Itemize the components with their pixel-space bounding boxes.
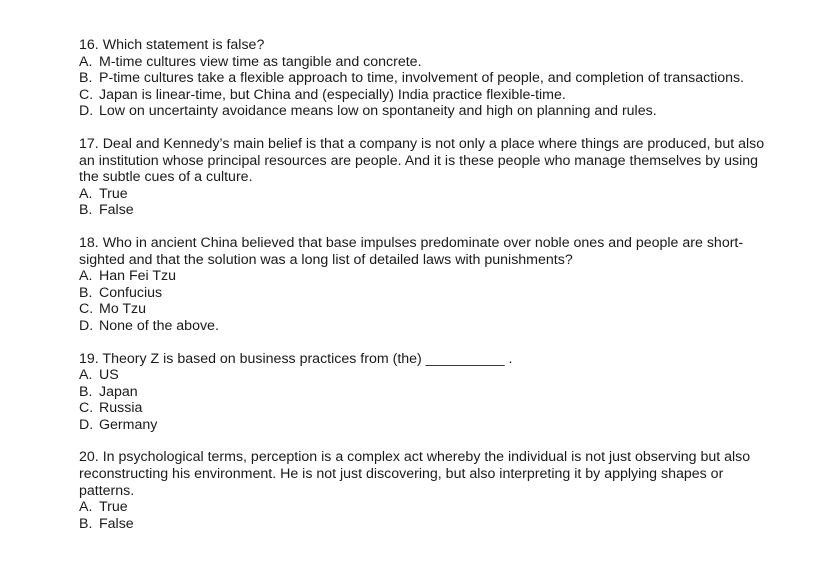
question-number: 19. xyxy=(79,350,99,367)
question-stem xyxy=(79,37,767,54)
question-stem xyxy=(79,449,767,499)
option-text: P-time cultures take a flexible approach to time, involvement of people, and completion of transactions. xyxy=(99,70,745,87)
answer-option xyxy=(79,301,767,318)
option-letter: D. xyxy=(79,103,94,120)
question-18 xyxy=(79,235,767,335)
question-stem xyxy=(79,235,767,268)
answer-option xyxy=(79,384,767,401)
question-text: Which statement is false? xyxy=(102,37,265,53)
answer-options xyxy=(79,367,767,433)
answer-options xyxy=(79,186,767,219)
option-letter: A. xyxy=(79,268,93,285)
answer-option xyxy=(79,268,767,285)
option-letter: B. xyxy=(79,70,93,87)
question-number: 16. xyxy=(79,37,99,53)
answer-option xyxy=(79,54,767,71)
answer-options xyxy=(79,54,767,120)
question-17 xyxy=(79,136,767,219)
option-letter: C. xyxy=(79,400,94,417)
answer-option xyxy=(79,87,767,104)
option-letter: A. xyxy=(79,367,93,384)
option-letter: B. xyxy=(79,515,93,532)
answer-options xyxy=(79,268,767,334)
answer-option xyxy=(79,103,767,120)
question-text: Theory Z is based on business practices from (the) __________ . xyxy=(102,350,513,367)
answer-option xyxy=(79,400,767,417)
option-text: True xyxy=(99,499,128,516)
option-text: Russia xyxy=(99,400,143,417)
answer-option xyxy=(79,516,767,533)
answer-option xyxy=(79,285,767,302)
answer-options xyxy=(79,499,767,532)
option-letter: D. xyxy=(79,317,94,334)
option-text: Han Fei Tzu xyxy=(99,268,177,285)
answer-option xyxy=(79,202,767,219)
option-text: M-time cultures view time as tangible and concrete. xyxy=(99,53,422,70)
question-number: 20. xyxy=(79,449,99,466)
question-text: In psychological terms, perception is a complex act whereby the individual is not just observing but also reconstructing his environment. He is not just discovering, but also interpreting it by applying shapes or patterns. xyxy=(79,449,751,499)
question-stem xyxy=(79,351,767,368)
option-text: False xyxy=(99,202,134,219)
option-letter: B. xyxy=(79,284,93,301)
question-number: 18. xyxy=(79,234,99,251)
answer-option xyxy=(79,499,767,516)
option-letter: D. xyxy=(79,416,94,433)
option-text: Germany xyxy=(99,416,158,433)
option-text: Mo Tzu xyxy=(99,301,147,318)
option-text: None of the above. xyxy=(99,317,219,334)
question-number: 17. xyxy=(79,135,99,152)
option-letter: B. xyxy=(79,202,93,219)
option-letter: B. xyxy=(79,383,93,400)
answer-option xyxy=(79,70,767,87)
question-stem xyxy=(79,136,767,186)
option-letter: A. xyxy=(79,499,93,516)
option-letter: C. xyxy=(79,86,94,103)
question-19 xyxy=(79,351,767,434)
option-text: Low on uncertainty avoidance means low on spontaneity and high on planning and rules. xyxy=(99,103,657,120)
option-text: False xyxy=(99,515,134,532)
question-text: Who in ancient China believed that base impulses predominate over noble ones and people are short-sighted and that the solution was a long list of detailed laws with punishments? xyxy=(79,234,744,268)
question-16 xyxy=(79,37,767,120)
option-text: Confucius xyxy=(99,284,163,301)
option-text: US xyxy=(99,367,119,384)
question-20 xyxy=(79,449,767,532)
question-text: Deal and Kennedy’s main belief is that a company is not only a place where things are produced, but also an institution whose principal resources are people. And it is these people who manage themselves by using the subtle cues of a culture. xyxy=(79,135,765,186)
option-letter: C. xyxy=(79,301,94,318)
option-text: Japan is linear-time, but China and (especially) India practice flexible-time. xyxy=(99,86,566,103)
option-text: True xyxy=(99,185,128,202)
answer-option xyxy=(79,186,767,203)
option-text: Japan xyxy=(99,383,138,400)
answer-option xyxy=(79,417,767,434)
option-letter: A. xyxy=(79,53,93,70)
answer-option xyxy=(79,367,767,384)
answer-option xyxy=(79,318,767,335)
option-letter: A. xyxy=(79,185,93,202)
